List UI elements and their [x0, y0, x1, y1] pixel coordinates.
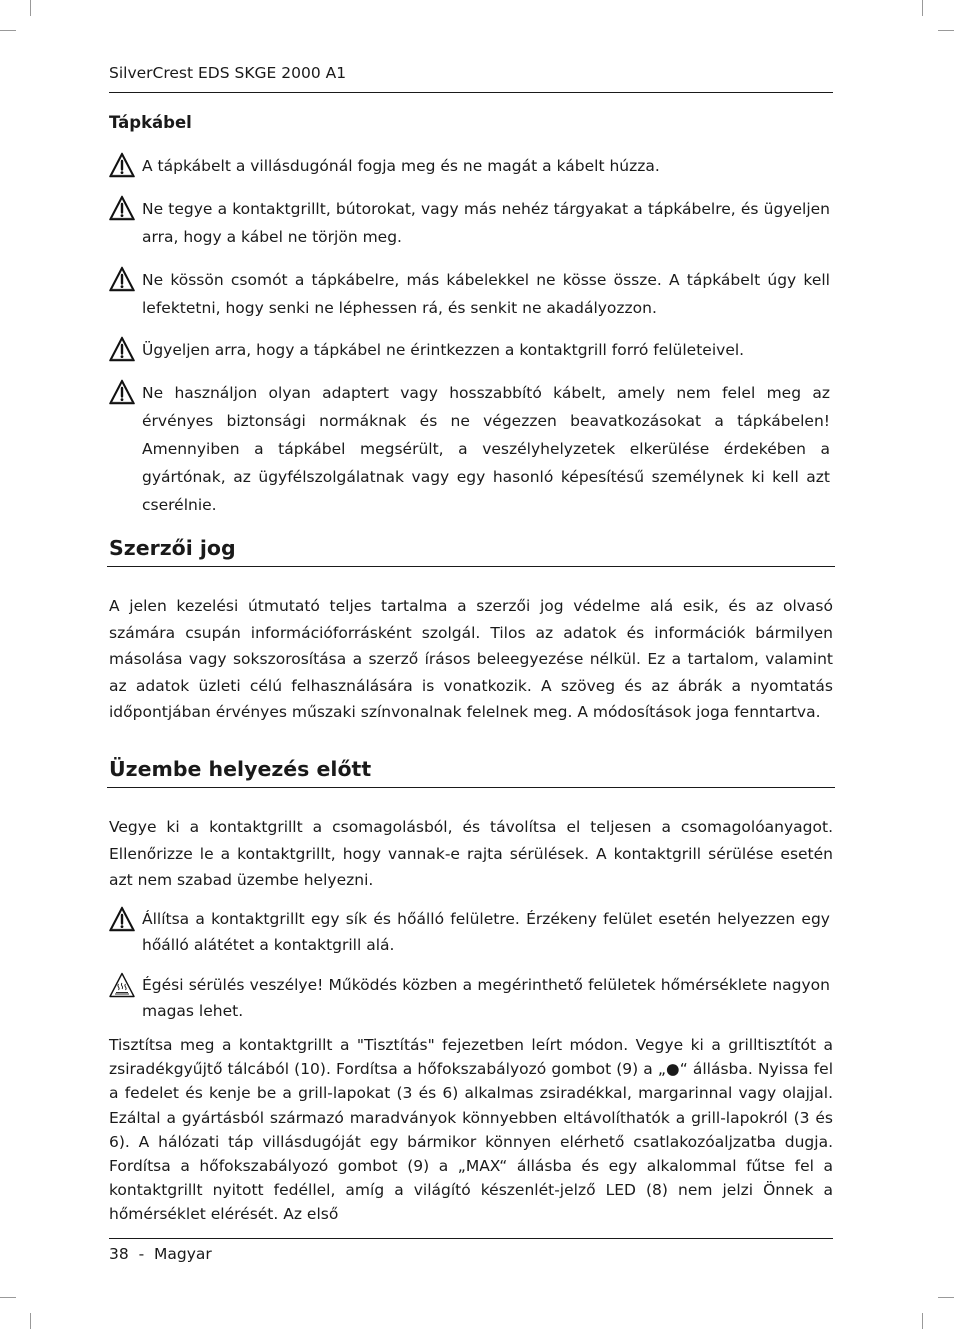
setup-cleaning-text: Tisztítsa meg a kontaktgrillt a "Tisztítás" fejezetben leírt módon. Vegye ki a grilltisztítót a zsiradékgyűjtő tálcából (10). Fordítsa a hőfokszabályozó gombot (9) a „●“ állásba. Nyissa fel a fedelet és kenje be a grill-lapokat (3 és 6) alkalmas zsiradékkal, margarinnal vagy olajjal. Ezáltal a gyártásból származó maradványok könnyebben eltávolíthatók a grill-lapokról (3 és 6). A hálózati táp villásdugóját egy bármikor könnyen elérhető csatlakozóaljzatba dugja. Fordítsa a hőfokszabályozó gombot (9) a „MAX“ állásba és egy alkalommal fűtse fel a kontaktgrillt nyitott fedéllel, amíg a világító készenlét-jelző LED (8) nem jelzi Önnek a hőmérséklet elérését. Az első: [109, 1036, 833, 1224]
header-rule: [109, 92, 833, 93]
cable-warning-1: [109, 152, 830, 180]
warning-triangle-icon: [109, 906, 135, 932]
warning-triangle-icon: [109, 195, 135, 221]
setup-warning-surface: [109, 906, 830, 958]
cable-warning-text: Ügyeljen arra, hogy a tápkábel ne érintkezzen a kontaktgrill forró felületeivel.: [142, 341, 745, 359]
section-rule: [107, 787, 835, 788]
warning-triangle-icon: [109, 152, 135, 178]
crop-mark: [0, 30, 16, 31]
crop-mark: [922, 0, 923, 16]
cable-warning-3: [109, 266, 830, 322]
setup-intro-text: Vegye ki a kontaktgrillt a csomagolásból, és távolítsa el teljesen a csomagolóanyagot. Ellenőrizze le a kontaktgrillt, hogy vannak-e rajta sérülések. A kontaktgrill sérülése esetén azt nem szabad üzembe helyezni.: [109, 818, 833, 889]
warning-triangle-icon: [109, 266, 135, 292]
warning-triangle-icon: [109, 336, 135, 362]
crop-mark: [938, 1297, 954, 1298]
crop-mark: [0, 1297, 16, 1298]
cable-warning-text: Ne használjon olyan adaptert vagy hosszabbító kábelt, amely nem felel meg az érvényes biztonsági normáknak és ne végezzen beavatkozásokat a tápkábelen! Amennyiben a tápkábel megsérült, a veszélyhelyzetek elkerülése érdekében a gyártónak, az ügyfélszolgálatnak vagy egy hasonló képesítésű személynek ki kell azt cserélnie.: [142, 384, 830, 514]
hot-surface-warning-icon: [109, 972, 135, 998]
footer-rule: [109, 1238, 833, 1239]
cable-warning-text: A tápkábelt a villásdugónál fogja meg és ne magát a kábelt húzza.: [142, 157, 660, 175]
running-header: SilverCrest EDS SKGE 2000 A1: [109, 64, 347, 82]
cable-warning-5: [109, 379, 830, 519]
cable-warning-text: Ne tegye a kontaktgrillt, bútorokat, vagy más nehéz tárgyakat a tápkábelre, és ügyeljen arra, hogy a kábel ne törjön meg.: [142, 200, 830, 246]
crop-mark: [30, 1313, 31, 1329]
copyright-heading: Szerzői jog: [109, 536, 236, 560]
cable-warning-2: [109, 195, 830, 251]
warning-triangle-icon: [109, 379, 135, 405]
cable-warning-4: [109, 336, 830, 364]
cable-warning-text: Ne kössön csomót a tápkábelre, más kábelekkel ne kösse össze. A tápkábelt úgy kell lefektetni, hogy senki ne léphessen rá, és senkit ne akadályozzon.: [142, 271, 830, 317]
page-footer: 38 - Magyar: [109, 1245, 212, 1263]
copyright-text: A jelen kezelési útmutató teljes tartalma a szerzői jog védelme alá esik, és az olvasó számára csupán információforrásként szolgál. Tilos az adatok és információk bármilyen másolása vagy sokszorosítása a szerző írásos beleegyezése nélkül. Ez a tartalom, valamint az adatok üzleti célú felhasználására is vonatkozik. A szöveg és az ábrák a nyomtatás időpontjában érvényes műszaki színvonalnak felelnek meg. A módosítások joga fenntartva.: [109, 597, 833, 721]
setup-heading: Üzembe helyezés előtt: [109, 757, 372, 781]
cable-section-heading: Tápkábel: [109, 113, 192, 132]
setup-warning-burn: [109, 972, 830, 1024]
crop-mark: [30, 0, 31, 16]
setup-warning-text: Állítsa a kontaktgrillt egy sík és hőálló felületre. Érzékeny felület esetén helyezzen egy hőálló alátétet a kontaktgrill alá.: [142, 910, 830, 954]
setup-warning-text: Égési sérülés veszélye! Működés közben a megérinthető felületek hőmérséklete nagyon magas lehet.: [142, 976, 830, 1020]
crop-mark: [922, 1313, 923, 1329]
crop-mark: [938, 30, 954, 31]
section-rule: [107, 566, 835, 567]
